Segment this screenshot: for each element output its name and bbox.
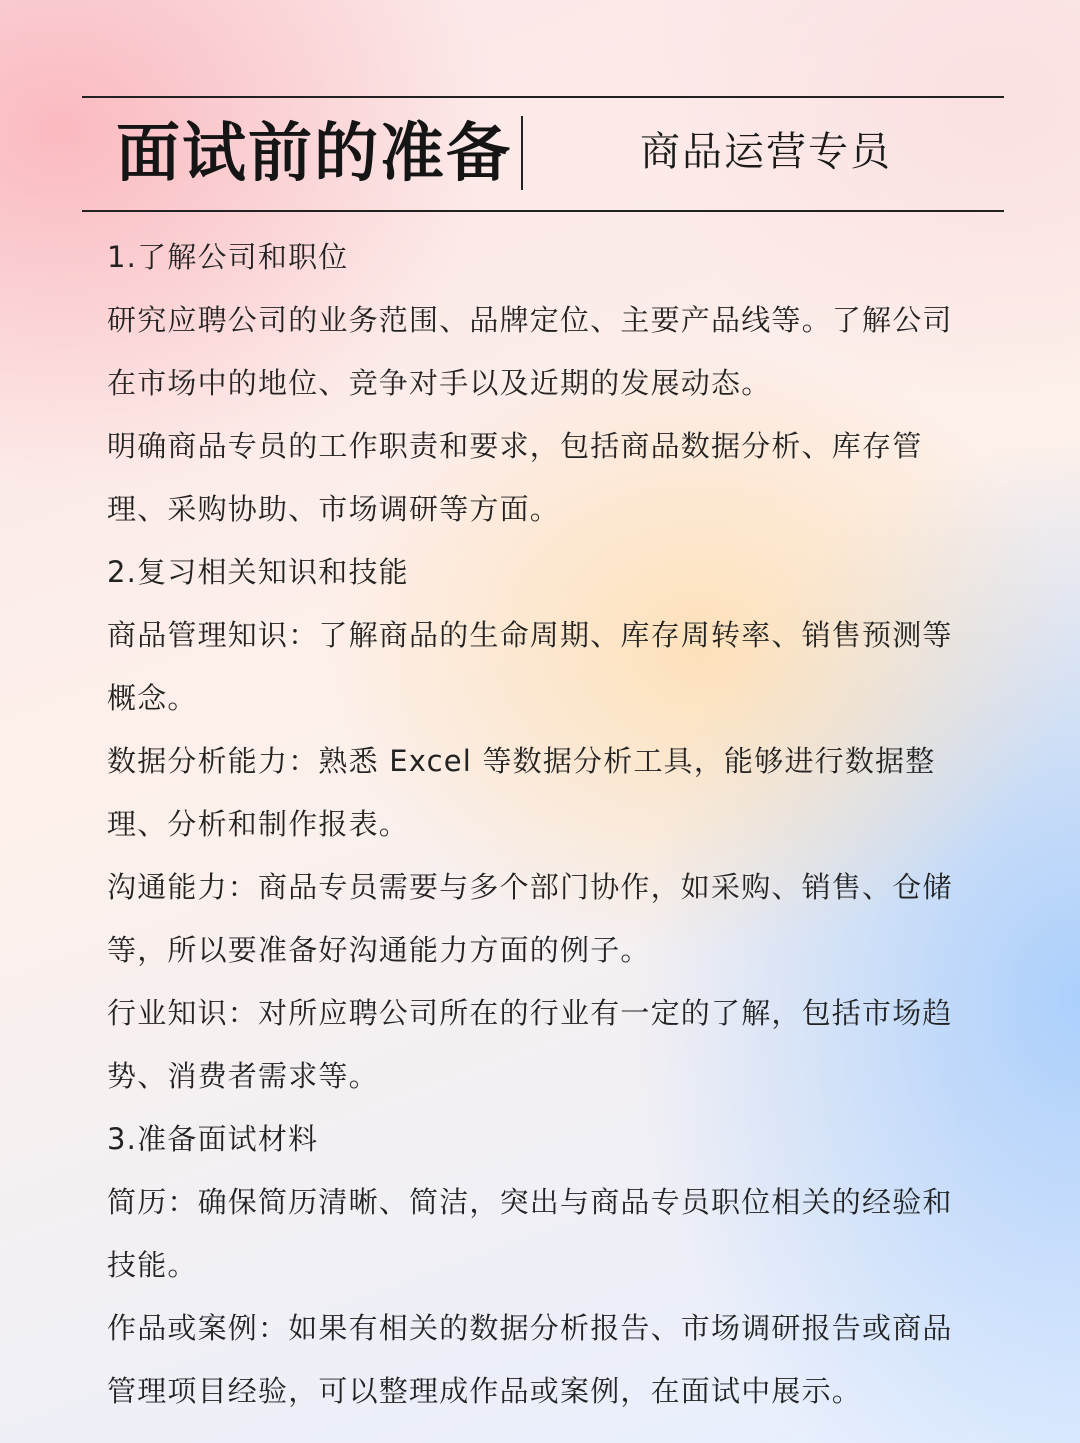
text-line: 势、消费者需求等。 xyxy=(107,1059,379,1093)
body-text xyxy=(107,226,977,1423)
title-banner xyxy=(82,96,1004,212)
text-line: 沟通能力：商品专员需要与多个部门协作，如采购、销售、仓储 xyxy=(107,870,953,904)
text-line: 技能。 xyxy=(107,1248,198,1282)
text-line: 商品管理知识：了解商品的生命周期、库存周转率、销售预测等 xyxy=(107,618,953,652)
text-line: 理、采购协助、市场调研等方面。 xyxy=(107,492,561,526)
text-line: 明确商品专员的工作职责和要求，包括商品数据分析、库存管 xyxy=(107,429,923,463)
text-line: 数据分析能力：熟悉 Excel 等数据分析工具，能够进行数据整 xyxy=(107,744,936,778)
section-heading-3: 3.准备面试材料 xyxy=(107,1122,319,1156)
section-heading-1: 1.了解公司和职位 xyxy=(107,240,349,274)
section-heading-2: 2.复习相关知识和技能 xyxy=(107,555,409,589)
text-line: 在市场中的地位、竞争对手以及近期的发展动态。 xyxy=(107,366,772,400)
text-line: 简历：确保简历清晰、简洁，突出与商品专员职位相关的经验和 xyxy=(107,1185,953,1219)
text-line: 行业知识：对所应聘公司所在的行业有一定的了解，包括市场趋 xyxy=(107,996,953,1030)
page-subtitle: 商品运营专员 xyxy=(640,129,892,175)
text-line: 概念。 xyxy=(107,681,198,715)
text-line: 管理项目经验，可以整理成作品或案例，在面试中展示。 xyxy=(107,1374,863,1408)
text-line: 等，所以要准备好沟通能力方面的例子。 xyxy=(107,933,651,967)
page-title: 面试前的准备 xyxy=(116,116,512,191)
text-line: 作品或案例：如果有相关的数据分析报告、市场调研报告或商品 xyxy=(107,1311,953,1345)
title-divider xyxy=(521,116,523,190)
text-line: 研究应聘公司的业务范围、品牌定位、主要产品线等。了解公司 xyxy=(107,303,953,337)
text-line: 理、分析和制作报表。 xyxy=(107,807,410,841)
